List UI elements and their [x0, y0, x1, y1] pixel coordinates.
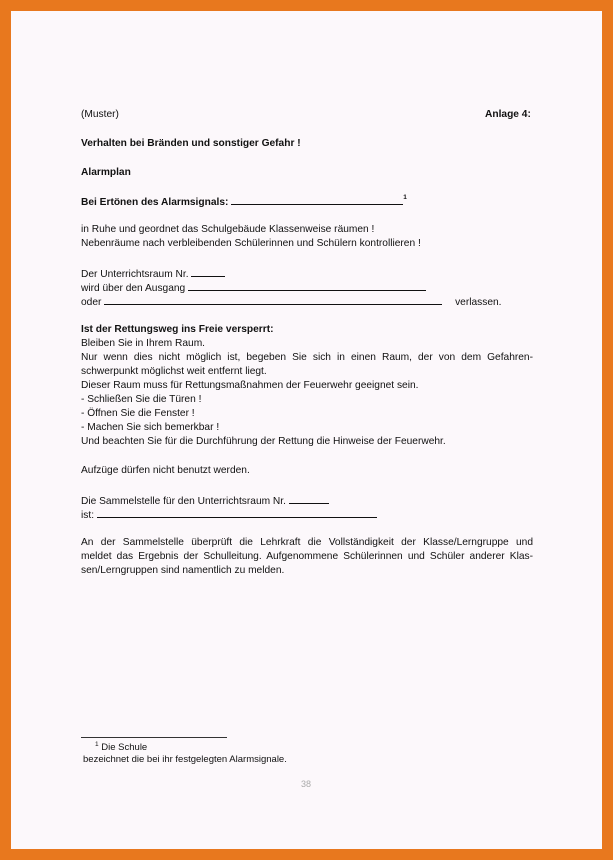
- blocked-line: - Öffnen Sie die Fenster !: [81, 408, 195, 419]
- instruction-1: in Ruhe und geordnet das Schulgebäude Klassenweise räumen !: [81, 224, 375, 235]
- blocked-line: Bleiben Sie in Ihrem Raum.: [81, 338, 206, 349]
- alarm-label: Bei Ertönen des Alarmsignals:: [81, 197, 229, 208]
- blocked-line: - Machen Sie sich bemerkbar !: [81, 422, 220, 433]
- assembly-room-blank: [289, 494, 329, 504]
- assembly-place-blank: [97, 508, 377, 518]
- assembly-label: Die Sammelstelle für den Unterrichtsraum Nr.: [81, 496, 286, 507]
- header-right: Anlage 4:: [485, 109, 531, 120]
- footnote-line-1: [95, 742, 147, 754]
- assembly-place-label: ist:: [81, 510, 95, 521]
- alarm-label-row: [81, 195, 407, 209]
- closing-line: An der Sammelstelle überprüft die Lehrkraft die Vollständigkeit der Klasse/Lerngruppe und: [81, 537, 533, 548]
- page-number: 38: [301, 779, 312, 789]
- blocked-line: schwerpunkt möglichst weit entfernt liegt.: [81, 366, 267, 377]
- exit-blank: [188, 281, 426, 291]
- instruction-2: Nebenräume nach verbleibenden Schülerinnen und Schülern kontrollieren !: [81, 238, 421, 249]
- room-number-blank: [191, 267, 225, 277]
- blocked-line: Nur wenn dies nicht möglich ist, begeben Sie sich in einen Raum, der von dem Gefahren-: [81, 352, 533, 363]
- exit-label: wird über den Ausgang: [81, 283, 186, 294]
- alarm-signal-blank: [231, 195, 403, 205]
- room-number-label: Der Unterrichtsraum Nr.: [81, 269, 189, 280]
- room-line-1: [81, 267, 225, 281]
- alt-exit-blank: [104, 295, 442, 305]
- footnote-mark: 1: [95, 741, 99, 748]
- leave-label: verlassen.: [455, 297, 502, 308]
- alt-exit-label: oder: [81, 297, 102, 308]
- blocked-heading: Ist der Rettungsweg ins Freie versperrt:: [81, 324, 274, 335]
- page-subtitle: Alarmplan: [81, 167, 131, 178]
- header-left: (Muster): [81, 109, 119, 120]
- blocked-line: - Schließen Sie die Türen !: [81, 394, 202, 405]
- closing-line: meldet das Ergebnis der Schulleitung. Aufgenommene Schülerinnen und Schüler anderer Klas-: [81, 551, 533, 562]
- footnote-ref: 1: [403, 194, 407, 201]
- blocked-line: Dieser Raum muss für Rettungsmaßnahmen der Feuerwehr geeignet sein.: [81, 380, 419, 391]
- footnote-text-1: Die Schule: [101, 742, 148, 753]
- document-page: [11, 11, 602, 849]
- page-title: Verhalten bei Bränden und sonstiger Gefahr !: [81, 138, 301, 149]
- elevator-notice: Aufzüge dürfen nicht benutzt werden.: [81, 465, 250, 476]
- footnote-line-2: bezeichnet die bei ihr festgelegten Alarmsignale.: [83, 754, 287, 765]
- footnote-rule: [81, 737, 227, 738]
- assembly-line-2: [81, 508, 377, 522]
- room-line-3: [81, 295, 502, 309]
- room-line-2: [81, 281, 426, 295]
- blocked-line: Und beachten Sie für die Durchführung der Rettung die Hinweise der Feuerwehr.: [81, 436, 446, 447]
- assembly-line-1: [81, 494, 329, 508]
- closing-line: sen/Lerngruppen sind namentlich zu melden.: [81, 565, 285, 576]
